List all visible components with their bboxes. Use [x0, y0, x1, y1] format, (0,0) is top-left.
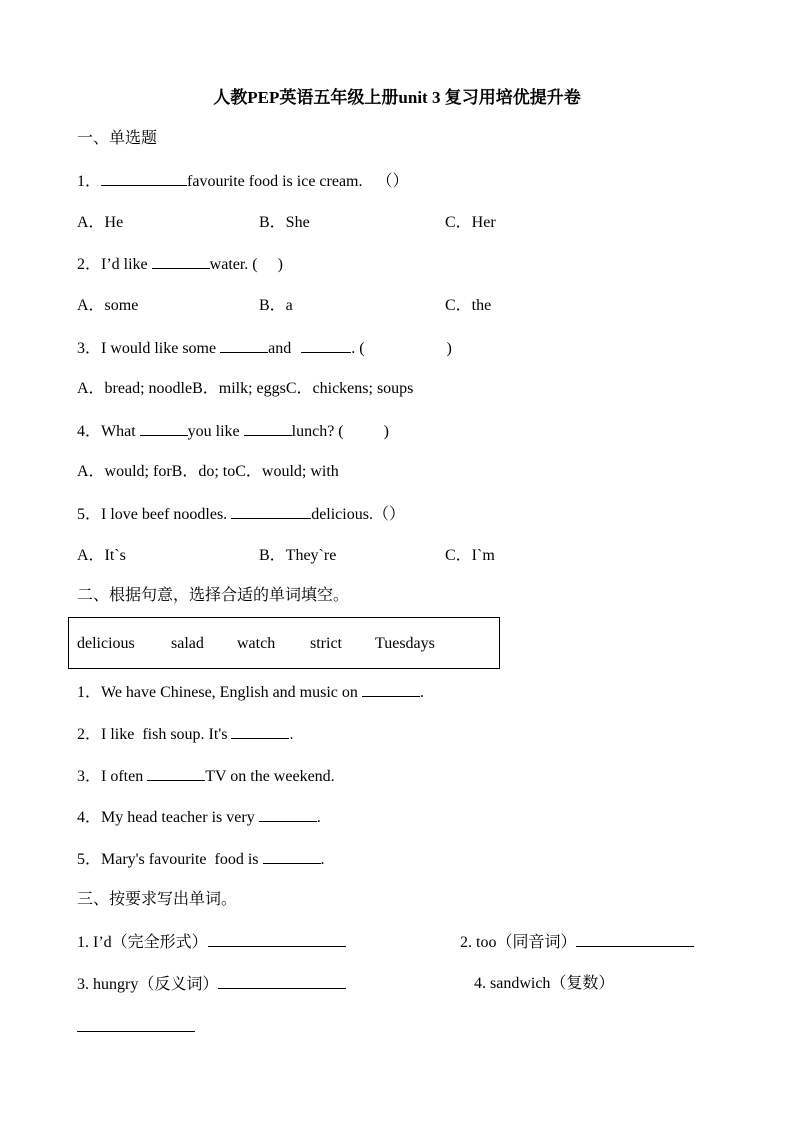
answer-blank[interactable] [147, 766, 205, 781]
page-title: 人教PEP英语五年级上册unit 3 复习用培优提升卷 [213, 88, 581, 107]
answer-blank[interactable] [231, 504, 311, 519]
answer-blank[interactable] [218, 974, 346, 989]
question-1-5: 5．I love beef noodles. delicious.（） [77, 506, 405, 523]
question-1-3: 3．I would like some and . ( ) [77, 340, 452, 357]
options-line[interactable]: A．bread; noodleB．milk; eggsC．chickens; soups [77, 380, 414, 397]
section1-heading: 一、单选题 [77, 130, 158, 147]
question-3-2: 2. too（同音词） [460, 932, 694, 953]
option-b[interactable]: B．a [259, 297, 293, 314]
answer-blank[interactable] [101, 171, 187, 186]
word-bank [68, 617, 500, 669]
answer-blank[interactable] [77, 1031, 195, 1032]
option-a[interactable]: A．some [77, 297, 139, 314]
answer-blank[interactable] [576, 932, 694, 947]
answer-blank[interactable] [152, 254, 210, 269]
question-1-1: 1． favourite food is ice cream. （） [77, 173, 409, 190]
option-a[interactable]: A．He [77, 214, 124, 231]
option-b[interactable]: B．She [259, 214, 310, 231]
option-c[interactable]: C．Her [445, 214, 496, 231]
question-2-5: 5．Mary's favourite food is . [77, 851, 325, 868]
question-3-1: 1. I’d（完全形式） [77, 932, 346, 953]
option-a[interactable]: A．It`s [77, 547, 126, 564]
question-2-3: 3．I often TV on the weekend. [77, 768, 335, 785]
word-bank-item: salad [171, 635, 204, 652]
question-1-4: 4．What you like lunch? ( ) [77, 423, 389, 440]
answer-blank[interactable] [220, 338, 268, 353]
answer-blank[interactable] [140, 421, 188, 436]
option-c[interactable]: C．I`m [445, 547, 495, 564]
question-2-1: 1．We have Chinese, English and music on . [77, 684, 424, 701]
answer-blank[interactable] [362, 682, 420, 697]
option-c[interactable]: C．the [445, 297, 492, 314]
word-bank-item: Tuesdays [375, 635, 435, 652]
answer-blank[interactable] [301, 338, 351, 353]
question-1-2: 2．I’d like water. ( ) [77, 256, 283, 273]
word-bank-item: watch [237, 635, 276, 652]
option-b[interactable]: B．They`re [259, 547, 337, 564]
section3-heading: 三、按要求写出单词。 [77, 891, 238, 908]
question-3-4: 4. sandwich（复数） [474, 975, 615, 992]
answer-blank[interactable] [259, 807, 317, 822]
section2-heading: 二、根据句意，选择合适的单词填空。 [77, 587, 350, 604]
question-3-3: 3. hungry（反义词） [77, 974, 346, 995]
word-bank-item: delicious [77, 635, 135, 652]
answer-blank[interactable] [263, 849, 321, 864]
word-bank-item: strict [310, 635, 342, 652]
answer-blank[interactable] [231, 724, 289, 739]
question-2-4: 4．My head teacher is very . [77, 809, 321, 826]
answer-blank[interactable] [208, 932, 346, 947]
answer-blank[interactable] [244, 421, 292, 436]
question-2-2: 2．I like fish soup. It's . [77, 726, 294, 743]
options-line[interactable]: A．would; forB．do; toC．would; with [77, 463, 339, 480]
